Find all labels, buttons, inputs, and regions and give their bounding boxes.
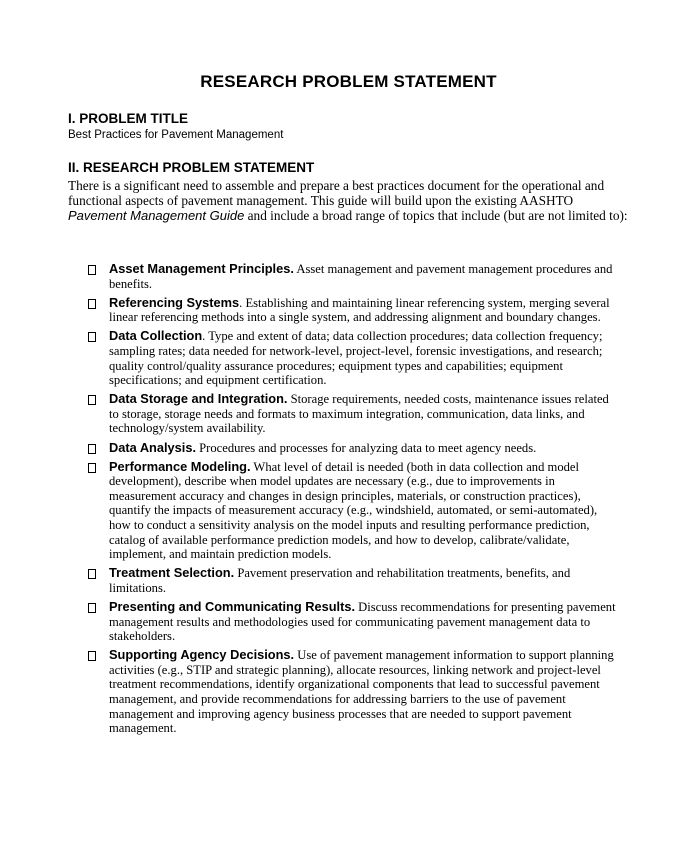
- bullet-text: Use of pavement management information to support planning activities (e.g., STIP and strategic planning), allocate resources, linking network and project-level treatment recommendations, identify organizational components that lead to successful pavement management, and provide recommendations for addressing barriers to the use of pavement management and improving agency business processes that are needed to support pavement management.: [109, 648, 614, 736]
- intro-paragraph: [68, 178, 628, 224]
- list-item: [88, 460, 618, 562]
- list-item: [88, 296, 618, 325]
- intro-text-1: There is a significant need to assemble and prepare a best practices document for the operational and functional aspects of pavement management. This guide will build upon the existing AASHTO: [68, 178, 605, 209]
- bullet-box-icon: [88, 569, 96, 579]
- bullet-lead: Data Storage and Integration.: [109, 391, 288, 407]
- bullet-lead: Treatment Selection.: [109, 565, 235, 581]
- bullet-text: Pavement preservation and rehabilitation treatments, benefits, and limitations.: [109, 566, 571, 595]
- section-heading-problem-title: I. PROBLEM TITLE: [68, 111, 188, 126]
- list-item: [88, 441, 618, 456]
- bullet-lead: Data Analysis.: [109, 439, 197, 455]
- list-item: [88, 329, 618, 387]
- bullet-box-icon: [88, 444, 96, 454]
- bullet-text: Procedures and processes for analyzing data to meet agency needs.: [196, 440, 537, 455]
- bullet-text: . Establishing and maintaining linear referencing system, merging several linear referencing methods into a single system, and addressing alignment and boundary changes.: [109, 295, 610, 325]
- topics-list: [88, 262, 618, 740]
- bullet-lead: Referencing Systems: [109, 294, 240, 310]
- document-title: RESEARCH PROBLEM STATEMENT: [200, 72, 497, 91]
- bullet-text: Discuss recommendations for presenting pavement management results and methodologies used for communicating pavement management data to stakeholders.: [109, 599, 616, 644]
- list-item: [88, 648, 618, 736]
- list-item: [88, 392, 618, 436]
- bullet-lead: Supporting Agency Decisions.: [109, 647, 295, 663]
- bullet-text: Storage requirements, needed costs, maintenance issues related to storage, storage needs and formats to maximum integration, communication, data links, and technology/system availability.: [109, 392, 609, 436]
- bullet-lead: Data Collection: [109, 328, 203, 344]
- bullet-box-icon: [88, 395, 96, 405]
- bullet-lead: Performance Modeling.: [109, 458, 251, 474]
- bullet-text: Asset management and pavement management procedures and benefits.: [109, 262, 613, 291]
- list-item: [88, 600, 618, 644]
- bullet-text: What level of detail is needed (both in data collection and model development), describe when model updates are necessary (e.g., due to improvements in measurement accuracy and changes in design principles, materials, or construction practices), quantify the impacts of measurement accuracy (e.g., windshield, automated, or semi-automated), how to conduct a sensitivity analysis on the model inputs and resulting performance prediction, catalog of available performance prediction models, and how to develop, calibrate/validate, implement, and maintain prediction models.: [109, 459, 598, 562]
- list-item: [88, 262, 618, 291]
- bullet-box-icon: [88, 299, 96, 309]
- bullet-box-icon: [88, 651, 96, 661]
- bullet-lead: Asset Management Principles.: [109, 261, 294, 276]
- list-item: [88, 566, 618, 595]
- bullet-box-icon: [88, 265, 96, 275]
- bullet-lead: Presenting and Communicating Results.: [109, 598, 356, 614]
- bullet-box-icon: [88, 332, 96, 342]
- bullet-text: . Type and extent of data; data collection procedures; data collection frequency; sampling rates; data needed for network-level, project-level, forensic investigations, and research; quality control/quality assurance procedures; equipment types and capabilities; equipment specifications; and equipment certification.: [109, 329, 603, 388]
- bullet-box-icon: [88, 463, 96, 473]
- bullet-box-icon: [88, 603, 96, 613]
- intro-italic-guide-title: Pavement Management Guide: [68, 208, 245, 224]
- section-heading-research-problem: II. RESEARCH PROBLEM STATEMENT: [68, 160, 315, 175]
- intro-text-2: and include a broad range of topics that include (but are not limited to):: [244, 208, 628, 224]
- problem-title-text: Best Practices for Pavement Management: [68, 129, 284, 141]
